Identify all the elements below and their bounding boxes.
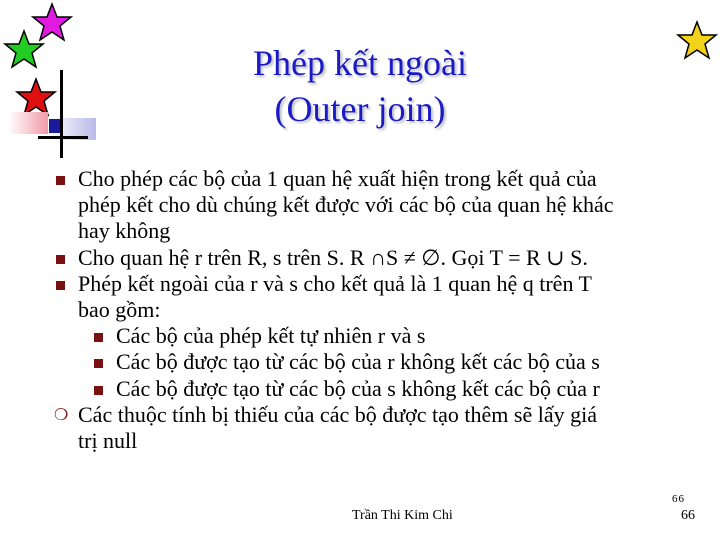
footer-author: Trần Thi Kim Chi [352,508,453,523]
bullet-text-line: Các bộ được tạo từ các bộ của r không kết các bộ của s [116,349,600,375]
bullet-text-line: hay không [78,218,171,244]
square-bullet-icon [56,281,65,290]
page-number-small: 66 [672,493,685,505]
square-bullet-icon [56,255,65,264]
hollow-bullet-icon: ❍ [54,406,69,424]
bullet-text-line: Các thuộc tính bị thiếu của các bộ được tạo thêm sẽ lấy giá [78,401,597,427]
square-bullet-icon [94,359,103,368]
bullet-text-line: bao gồm: [78,297,161,322]
bullet-text-line: phép kết cho dù chúng kết được với các bộ của quan hệ khác [78,192,614,218]
square-bullet-icon [94,333,103,342]
title-line-2: (Outer join) [274,89,446,129]
square-bullet-icon [94,386,103,395]
bullet-text-line: Phép kết ngoài của r và s cho kết quả là 1 quan hệ q trên T [78,270,592,296]
bullet-text-line: Cho quan hệ r trên R, s trên S. R ∩S ≠ ∅. Gọi T = R ∪ S. [78,244,588,270]
page-number: 66 [681,508,695,523]
bullet-text-line: Cho phép các bộ của 1 quan hệ xuất hiện trong kết quả của [78,166,597,191]
bullet-text-line: Các bộ của phép kết tự nhiên r và s [116,323,426,349]
square-bullet-icon [56,176,65,185]
bullet-text-line: trị null [78,428,138,453]
bullet-text-line: Các bộ được tạo từ các bộ của s không kết các bộ của r [116,375,600,401]
title-line-1: Phép kết ngoài [253,43,467,83]
